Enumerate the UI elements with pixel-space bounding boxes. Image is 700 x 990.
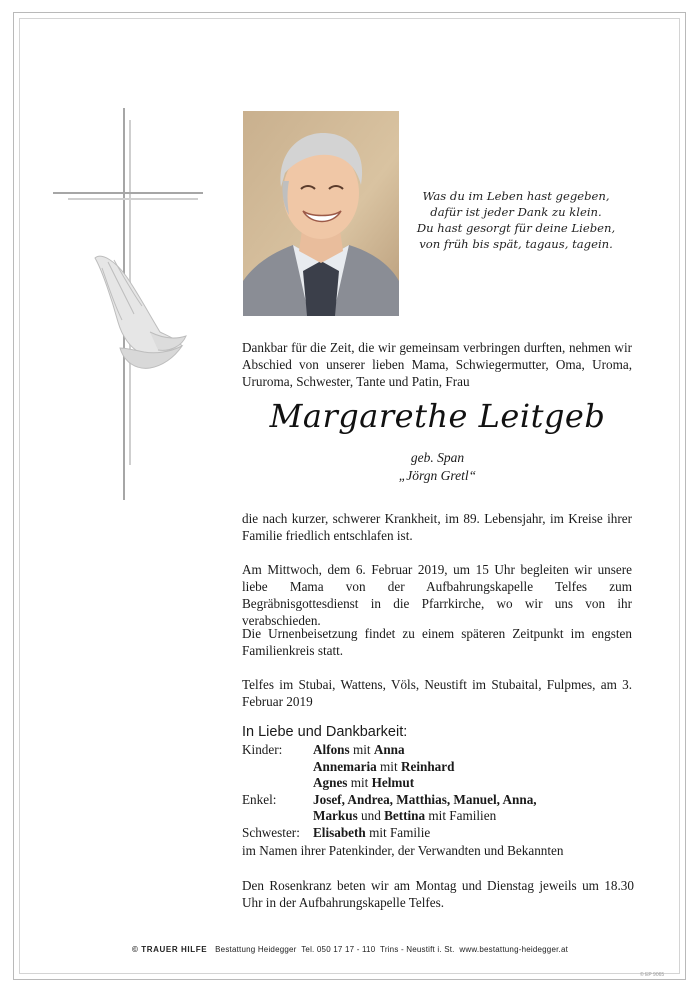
grandchildren-label: Enkel: xyxy=(242,791,277,807)
brand-logo: © TRAUER HILFE xyxy=(131,945,208,954)
rosary-paragraph: Den Rosenkranz beten wir am Montag und Dienstag jeweils um 18.30 Uhr in der Aufbahrungskapelle Telfes. xyxy=(242,878,634,910)
death-notice: die nach kurzer, schwerer Krankheit, im 89. Lebensjahr, im Kreise ihrer Familie friedlich entschlafen ist. xyxy=(242,511,632,543)
partner-name: Anna xyxy=(373,742,405,757)
child-name: Agnes xyxy=(313,775,348,791)
child-name: Alfons xyxy=(313,742,350,757)
conjunction: und xyxy=(357,808,385,824)
place-date: Telfes im Stubai, Wattens, Völs, Neustift im Stubaital, Fulpmes, am 3. Februar 2019 xyxy=(242,677,632,709)
template-code: © EP 9065 xyxy=(640,972,665,978)
deceased-name: Margarethe Leitgeb xyxy=(269,397,606,435)
partner-name: Reinhard xyxy=(400,758,455,774)
grandchild-name: Markus xyxy=(313,808,358,824)
partner-name: Helmut xyxy=(371,775,415,791)
poem-line: von früh bis spät, tagaus, tagein. xyxy=(419,237,613,251)
list-item xyxy=(242,759,642,776)
footer-contact: Bestattung Heidegger Tel. 050 17 17 - 110 Trins - Neustift i. St. www.bestattung-heidegger.at xyxy=(215,945,569,954)
conjunction: mit xyxy=(376,758,401,774)
list-item xyxy=(242,825,642,842)
footer xyxy=(0,945,700,954)
praying-hands-icon xyxy=(95,256,186,368)
poem-line: Du hast gesorgt für deine Lieben, xyxy=(416,221,616,235)
portrait-photo xyxy=(243,111,399,316)
mourners-list xyxy=(242,723,642,859)
sister-label: Schwester: xyxy=(242,824,300,840)
poem xyxy=(410,188,622,252)
maiden-name: geb. Span xyxy=(410,450,465,465)
poem-line: Was du im Leben hast gegeben, xyxy=(422,189,610,203)
family-suffix: mit Familien xyxy=(425,808,497,824)
list-item xyxy=(242,808,642,825)
intro-paragraph: Dankbar für die Zeit, die wir gemeinsam verbringen durften, nehmen wir Abschied von unserer lieben Mama, Schwiegermutter, Oma, Uroma, Ururoma, Schwester, Tante und Patin, Frau xyxy=(242,340,632,389)
child-name: Annemaria xyxy=(313,758,377,774)
conjunction: mit xyxy=(349,742,374,757)
funeral-paragraph: Am Mittwoch, dem 6. Februar 2019, um 15 Uhr begleiten wir unsere liebe Mama von der Aufbahrungskapelle Telfes zum Begräbnisgottesdienst in die Pfarrkirche, wo wir uns von ihr verabschieden. xyxy=(242,562,632,628)
list-item xyxy=(242,742,642,759)
nickname: „Jörgn Gretl“ xyxy=(398,468,477,483)
sister-name: Elisabeth xyxy=(313,824,366,840)
grandchild-name: Bettina xyxy=(384,808,426,824)
children-label: Kinder: xyxy=(242,742,283,757)
family-suffix: mit Familie xyxy=(365,824,431,840)
list-item xyxy=(242,792,642,809)
grandchildren-names: Josef, Andrea, Matthias, Manuel, Anna, xyxy=(313,791,537,807)
list-item xyxy=(242,775,642,792)
cross-icon xyxy=(50,100,210,500)
closing-line: im Namen ihrer Patenkinder, der Verwandten und Bekannten xyxy=(242,842,564,858)
conjunction: mit xyxy=(347,775,372,791)
poem-line: dafür ist jeder Dank zu klein. xyxy=(430,205,602,219)
urn-paragraph: Die Urnenbeisetzung findet zu einem späteren Zeitpunkt im engsten Familienkreis statt. xyxy=(242,626,632,658)
cross-with-praying-hands xyxy=(50,100,210,500)
mourners-heading: In Liebe und Dankbarkeit: xyxy=(242,724,408,740)
